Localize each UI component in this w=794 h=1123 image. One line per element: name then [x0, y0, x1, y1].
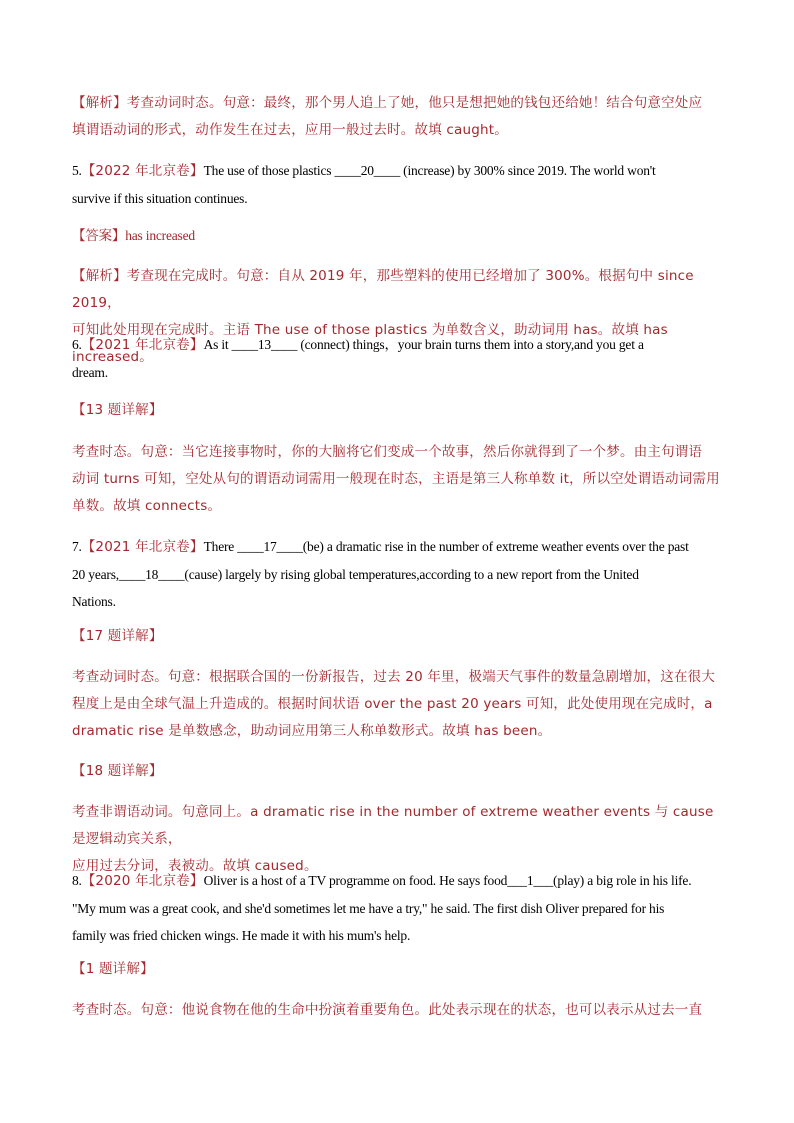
text-line [72, 331, 724, 359]
text-line: 【答案】has increased [72, 228, 195, 243]
source-tag: 【2020 年北京卷】 [81, 873, 204, 889]
answer-5 [72, 222, 724, 249]
text-line: 20 years,____18____(cause) largely by rising global temperatures,according to a new report from the United [72, 567, 639, 582]
text-line: 填谓语动词的形式，动作发生在过去，应用一般过去时。故填 caught。 [72, 122, 508, 138]
text-line: 单数。故填 connects。 [72, 498, 222, 514]
question-8 [72, 867, 724, 949]
question-5 [72, 157, 724, 212]
text-line: 【解析】考查现在完成时。句意：自从 2019 年，那些塑料的使用已经增加了 300%。根据句中 since 2019， [72, 268, 694, 311]
question-7 [72, 533, 724, 615]
text-line: dramatic rise 是单数感念，助动词应用第三人称单数形式。故填 has been。 [72, 723, 552, 739]
text-line: 动词 turns 可知，空处从句的谓语动词需用一般现在时态，主语是第三人称单数 it，所以空处谓语动词需用 [72, 471, 720, 487]
question-text: As it ____13____ (connect) things，your brain turns them into a story,and you get a [203, 337, 644, 352]
detail-heading-1 [72, 956, 724, 983]
text-line: 【18 题详解】 [72, 763, 163, 779]
text-line: 【13 题详解】 [72, 402, 163, 418]
text-line: dream. [72, 365, 108, 380]
text-line: 【17 题详解】 [72, 628, 163, 644]
text-line: 【1 题详解】 [72, 961, 154, 977]
text-line: Nations. [72, 594, 116, 609]
text-line: 应用过去分词，表被动。故填 caused。 [72, 858, 318, 874]
text-line: 可知此处用现在完成时。主语 The use of those plastics 为单数含义，助动词用 has。故填 has increased。 [72, 322, 668, 365]
explanation-17 [72, 664, 724, 745]
detail-heading-17 [72, 623, 724, 650]
detail-heading-13 [72, 397, 724, 424]
text-line: 考查非谓语动词。句意同上。a dramatic rise in the number of extreme weather events 与 cause 是逻辑动宾关系， [72, 804, 714, 847]
text-line [72, 157, 724, 185]
detail-heading-18 [72, 758, 724, 785]
question-text: There ____17____(be) a dramatic rise in the number of extreme weather events over the past [203, 539, 689, 554]
text-line: "My mum was a great cook, and she'd sometimes let me have a try," he said. The first dish Oliver prepared for his [72, 901, 665, 916]
source-tag: 【2022 年北京卷】 [81, 163, 204, 179]
question-number: 6. [72, 337, 82, 352]
text-line: family was fried chicken wings. He made it with his mum's help. [72, 928, 411, 943]
source-tag: 【2021 年北京卷】 [81, 539, 204, 555]
text-line [72, 867, 724, 895]
text-line: 考查时态。句意：当它连接事物时，你的大脑将它们变成一个故事，然后你就得到了一个梦。由主句谓语 [72, 444, 703, 460]
source-tag: 【2021 年北京卷】 [81, 337, 204, 353]
question-number: 7. [72, 539, 82, 554]
explanation-13 [72, 439, 724, 520]
explanation-paragraph [72, 90, 724, 144]
explanation-1 [72, 997, 724, 1024]
question-6 [72, 331, 724, 386]
text-line: 考查时态。句意：他说食物在他的生命中扮演着重要角色。此处表示现在的状态，也可以表示从过去一直 [72, 1002, 703, 1018]
question-number: 5. [72, 163, 82, 178]
text-line: survive if this situation continues. [72, 191, 248, 206]
text-line: 考查动词时态。句意：根据联合国的一份新报告，过去 20 年里，极端天气事件的数量急剧增加，这在很大 [72, 669, 716, 685]
question-text: Oliver is a host of a TV programme on food. He says food___1___(play) a big role in his life. [203, 873, 692, 888]
question-text: The use of those plastics ____20____ (increase) by 300% since 2019. The world won't [203, 163, 656, 178]
question-number: 8. [72, 873, 82, 888]
text-line [72, 533, 724, 561]
text-line: 程度上是由全球气温上升造成的。根据时间状语 over the past 20 years 可知，此处使用现在完成时，a [72, 696, 713, 712]
text-line: 【解析】考查动词时态。句意：最终，那个男人追上了她，他只是想把她的钱包还给她！结合句意空处应 [72, 95, 703, 111]
